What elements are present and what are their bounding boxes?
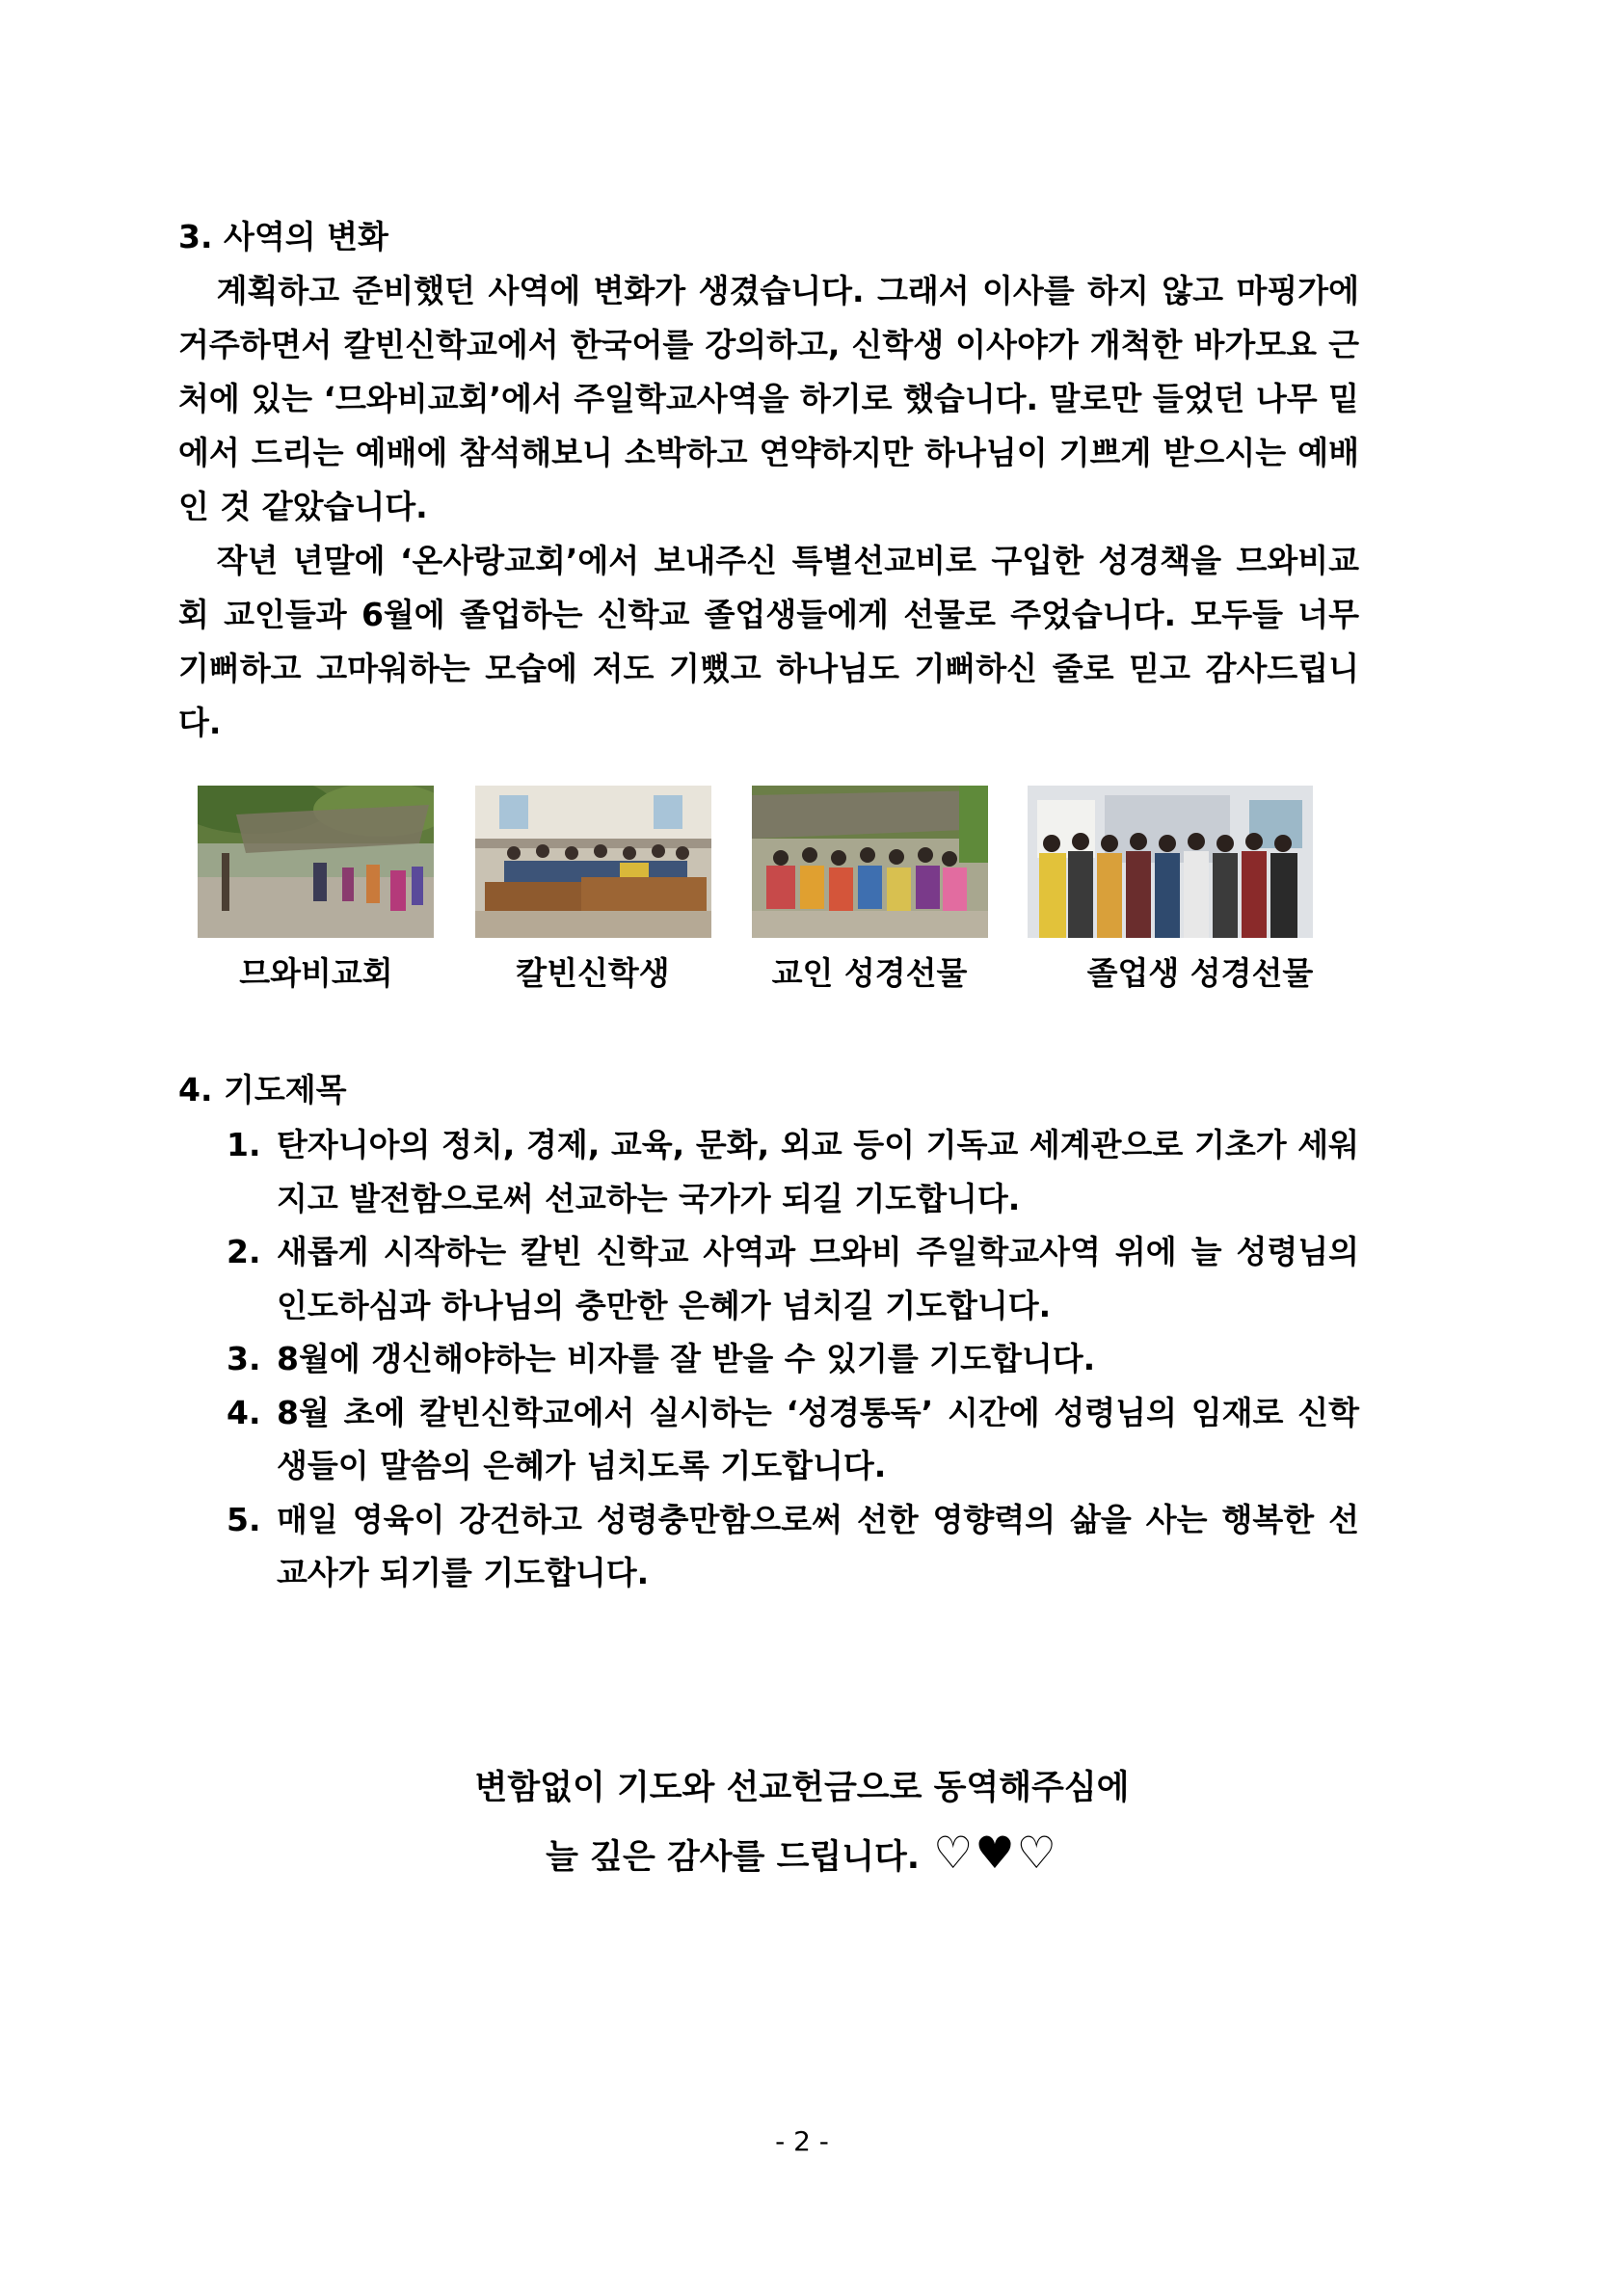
prayer-item — [227, 1386, 1359, 1493]
closing-line-2-text: 늘 깊은 감사를 드립니다. — [546, 1838, 921, 1877]
photo-graduate-bible-gift — [1028, 786, 1313, 938]
prayer-item — [227, 1225, 1359, 1332]
photo-mwabi-church — [198, 786, 434, 938]
prayer-item — [227, 1493, 1359, 1600]
prayer-text: 새롭게 시작하는 칼빈 신학교 사역과 므와비 주일학교사역 위에 늘 성령님의 인도하심과 하나님의 충만한 은혜가 넘치길 기도합니다. — [277, 1233, 1359, 1324]
prayer-text: 8월 초에 칼빈신학교에서 실시하는 ‘성경통독’ 시간에 성령님의 임재로 신학생들이 말씀의 은혜가 넘치도록 기도합니다. — [277, 1393, 1359, 1484]
prayer-item — [227, 1332, 1359, 1386]
photo-caption-4: 졸업생 성경선물 — [1086, 954, 1314, 992]
prayer-number: 3. — [227, 1340, 261, 1377]
hearts-icon: ♡♥♡ — [933, 1827, 1058, 1879]
photo-member-bible-gift — [752, 786, 988, 938]
prayer-number: 1. — [227, 1126, 261, 1163]
photo-calvin-students — [475, 786, 711, 938]
page-number: - 2 - — [775, 2125, 829, 2157]
section-3-paragraph-1: 계획하고 준비했던 사역에 변화가 생겼습니다. 그래서 이사를 하지 않고 마핑가에 거주하면서 칼빈신학교에서 한국어를 강의하고, 신학생 이사야가 개척한 바가모요 근처에 있는 ‘므와비교회’에서 주일학교사역을 하기로 했습니다. 말로만 들었던 나무 밑에서 드리는 예배에 참석해보니 소박하고 연약하지만 하나님이 기쁘게 받으시는 예배인 것 같았습니다. — [178, 272, 1359, 525]
photo-caption-3: 교인 성경선물 — [771, 954, 968, 992]
photo-caption-2: 칼빈신학생 — [516, 954, 670, 992]
prayer-text: 8월에 갱신해야하는 비자를 잘 받을 수 있기를 기도합니다. — [277, 1340, 1096, 1377]
closing-line-2 — [0, 1824, 1604, 1886]
prayer-list — [227, 1118, 1359, 1600]
photo-caption-1: 므와비교회 — [239, 954, 393, 992]
prayer-number: 4. — [227, 1393, 261, 1431]
photo-gallery — [0, 786, 1604, 1007]
prayer-number: 5. — [227, 1500, 261, 1538]
prayer-text: 탄자니아의 정치, 경제, 교육, 문화, 외교 등이 기독교 세계관으로 기초가 세워지고 발전함으로써 선교하는 국가가 되길 기도합니다. — [277, 1126, 1359, 1217]
prayer-text: 매일 영육이 강건하고 성령충만함으로써 선한 영향력의 삶을 사는 행복한 선교사가 되기를 기도합니다. — [277, 1500, 1359, 1591]
prayer-item — [227, 1118, 1359, 1225]
section-3-heading: 3. 사역의 변화 — [178, 218, 388, 255]
section-4-heading: 4. 기도제목 — [178, 1071, 347, 1108]
prayer-number: 2. — [227, 1233, 261, 1270]
section-3-paragraph-2: 작년 년말에 ‘온사랑교회’에서 보내주신 특별선교비로 구입한 성경책을 므와비교회 교인들과 6월에 졸업하는 신학교 졸업생들에게 선물로 주었습니다. 모두들 너무 기뻐하고 고마워하는 모습에 저도 기뻤고 하나님도 기뻐하신 줄로 믿고 감사드립니다. — [178, 542, 1359, 741]
closing-line-1: 변함없이 기도와 선교헌금으로 동역해주심에 — [474, 1769, 1130, 1807]
